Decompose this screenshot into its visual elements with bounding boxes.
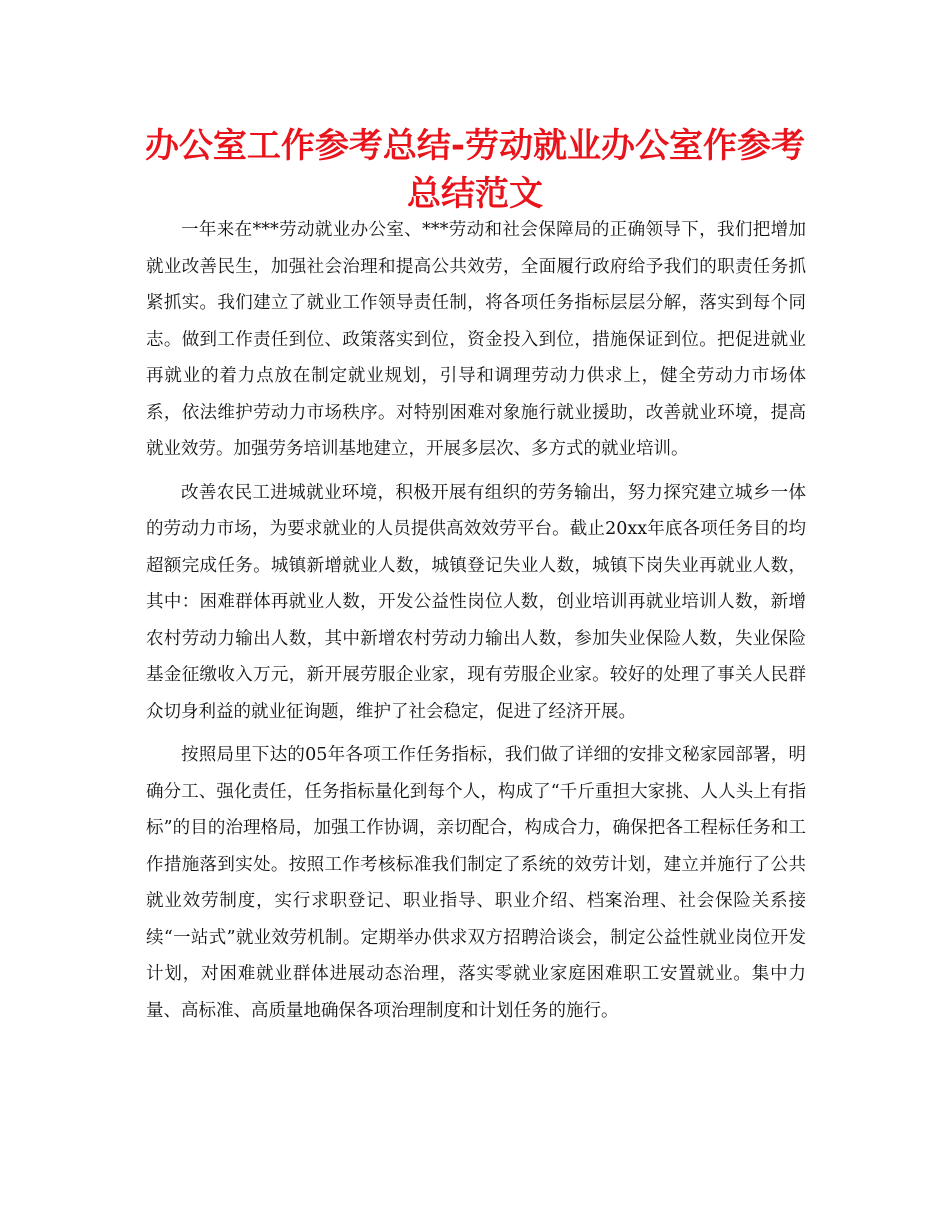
paragraph-2: 改善农民工进城就业环境，积极开展有组织的劳务输出，努力探究建立城乡一体的劳动力市场，为要求就业的人员提供高效效劳平台。截止20xx年底各项任务目的均超额完成任务。城镇新增就业人数，城镇登记失业人数，城镇下岗失业再就业人数，其中：困难群体再就业人数，开发公益性岗位人数，创业培训再就业培训人数，新增农村劳动力输出人数，其中新增农村劳动力输出人数，参加失业保险人数，失业保险基金征缴收入万元，新开展劳服企业家，现有劳服企业家。较好的处理了事关人民群众切身利益的就业征询题，维护了社会稳定，促进了经济开展。 [146, 482, 806, 722]
paragraph-3: 按照局里下达的05年各项工作任务指标，我们做了详细的安排文秘家园部署，明确分工、强化责任，任务指标量化到每个人，构成了“千斤重担大家挑、人人头上有指标”的目的治理格局，加强工作协调，亲切配合，构成合力，确保把各工程标任务和工作措施落到实处。按照工作考核标准我们制定了系统的效劳计划，建立并施行了公共就业效劳制度，实行求职登记、职业指导、职业介绍、档案治理、社会保险关系接续“一站式”就业效劳机制。定期举办供求双方招聘洽谈会，制定公益性就业岗位开发计划，对困难就业群体进展动态治理，落实零就业家庭困难职工安置就业。集中力量、高标准、高质量地确保各项治理制度和计划任务的施行。 [146, 745, 806, 1021]
document-title: 办公室工作参考总结-劳动就业办公室作参考总结范文 [144, 126, 806, 214]
document-body [146, 212, 806, 1036]
paragraph-1: 一年来在***劳动就业办公室、***劳动和社会保障局的正确领导下，我们把增加就业改善民生，加强社会治理和提高公共效劳，全面履行政府给予我们的职责任务抓紧抓实。我们建立了就业工作领导责任制，将各项任务指标层层分解，落实到每个同志。做到工作责任到位、政策落实到位，资金投入到位，措施保证到位。把促进就业再就业的着力点放在制定就业规划，引导和调理劳动力供求上，健全劳动力市场体系，依法维护劳动力市场秩序。对特别困难对象施行就业援助，改善就业环境，提高就业效劳。加强劳务培训基地建立，开展多层次、多方式的就业培训。 [146, 220, 806, 459]
